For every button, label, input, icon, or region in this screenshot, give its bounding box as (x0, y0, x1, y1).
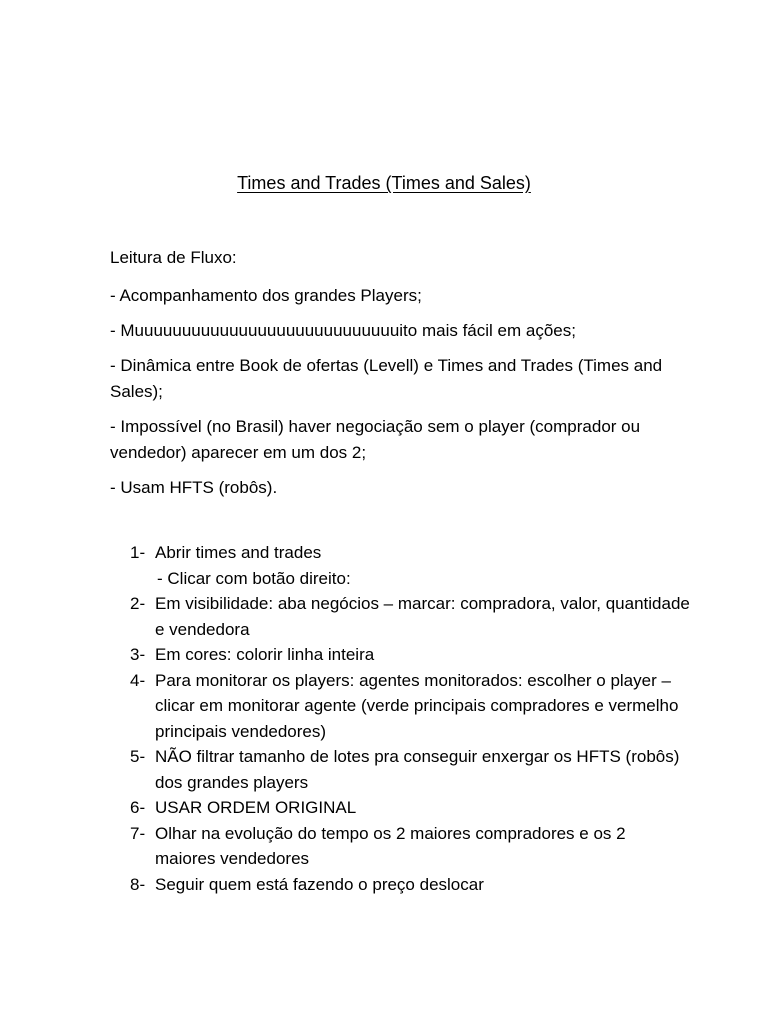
step-number: 2- (130, 594, 146, 613)
step-text: Olhar na evolução do tempo os 2 maiores compradores e os 2 maiores vendedores (155, 823, 626, 868)
intro-bullet: - Muuuuuuuuuuuuuuuuuuuuuuuuuuuuito mais fácil em ações; (110, 321, 576, 340)
step-item (130, 540, 690, 591)
step-item (130, 744, 690, 795)
document-title (0, 172, 768, 194)
step-number: 8- (130, 874, 146, 894)
intro-section (110, 245, 670, 510)
step-number: 4- (130, 670, 146, 690)
step-text: NÃO filtrar tamanho de lotes pra conseguir enxergar os HFTS (robôs) dos grandes players (155, 747, 680, 792)
step-number: 7- (130, 823, 146, 843)
step-item (130, 668, 690, 745)
intro-heading: Leitura de Fluxo: (110, 248, 237, 267)
document-title-text: Times and Trades (Times and Sales) (237, 173, 531, 193)
step-text: Em visibilidade: aba negócios – marcar: compradora, valor, quantidade e vendedora (155, 594, 690, 639)
step-item (130, 872, 690, 898)
step-text: Para monitorar os players: agentes monitorados: escolher o player – clicar em monitorar agente (verde principais compradores e vermelho principais vendedores) (155, 670, 679, 741)
step-text: Seguir quem está fazendo o preço deslocar (155, 874, 484, 894)
intro-bullet: - Acompanhamento dos grandes Players; (110, 286, 422, 305)
step-text (155, 540, 690, 591)
step-item (130, 795, 690, 821)
step-item (130, 821, 690, 872)
step-number: 5- (130, 747, 146, 766)
step-text: USAR ORDEM ORIGINAL (155, 798, 357, 817)
step-item (130, 591, 690, 642)
step-text: Em cores: colorir linha inteira (155, 645, 375, 664)
step-text-main: Abrir times and trades (155, 543, 322, 562)
step-number: 6- (130, 798, 146, 817)
intro-bullet: - Dinâmica entre Book de ofertas (Levell) e Times and Trades (Times and Sales); (110, 356, 663, 401)
step-item (130, 642, 690, 668)
steps-list (130, 540, 690, 897)
step-subtext: - Clicar com botão direito: (157, 568, 351, 588)
step-number: 3- (130, 645, 146, 664)
intro-bullet: - Impossível (no Brasil) haver negociação sem o player (comprador ou vendedor) aparecer em um dos 2; (110, 417, 641, 462)
step-number: 1- (130, 543, 146, 562)
intro-bullet: - Usam HFTS (robôs). (110, 478, 278, 497)
